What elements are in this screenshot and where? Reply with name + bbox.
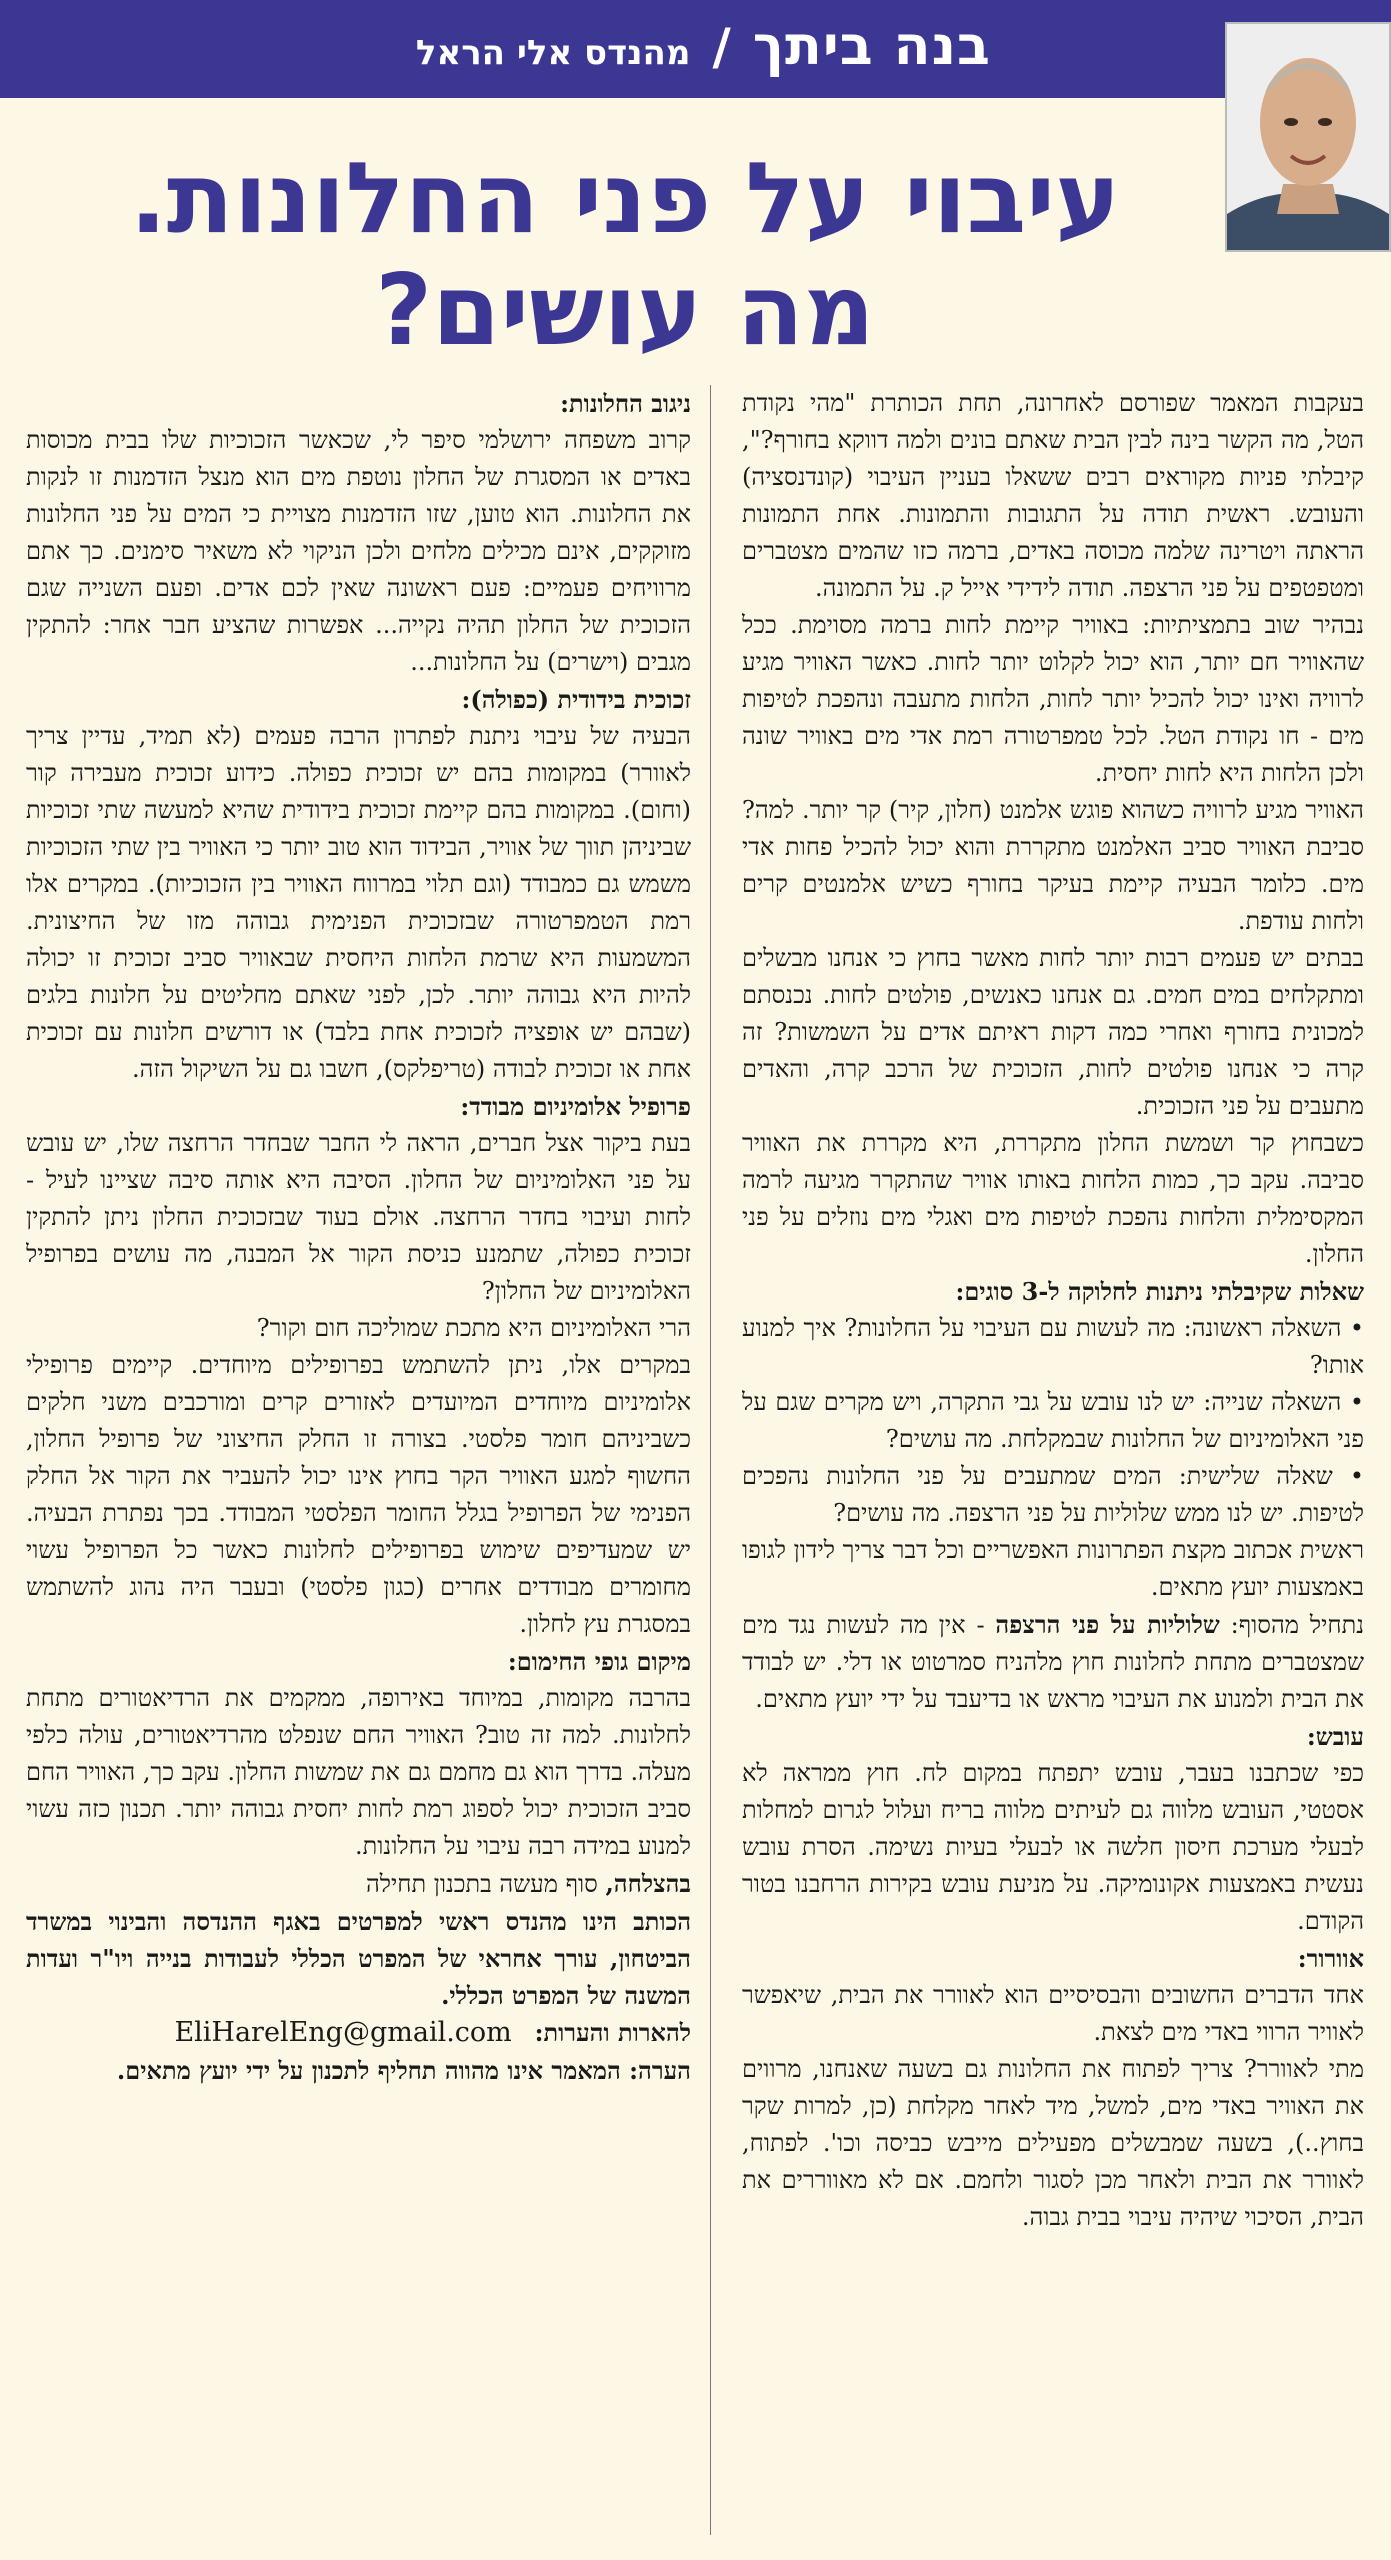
ventilation-text: אחד הדברים החשובים והבסיסיים הוא לאוורר את הבית, שיאפשר לאוויר הרווי באדי מים לצאת. [742, 1981, 1364, 2046]
paragraph: בבתים יש פעמים רבות יותר לחות מאשר בחוץ כי אנחנו מבשלים ומתקלחים במים חמים. גם אנחנו כאנשים, פולטים לחות. נכנסתם למכונית בחורף ואחרי כמה דקות ראיתם אדים על השמשות? זה קרה כי אנחנו פולטים לחות, הזכוכית של הרכב קרה, והאדים מתעבים על פני הזכוכית. [742, 944, 1364, 1120]
question-item: • שאלה שלישית: המים שמתעבים על פני החלונות נהפכים לטיפות. יש לנו ממש שלוליות על פני הרצפה. מה עושים? [742, 1462, 1364, 1527]
question-item: • השאלה שנייה: יש לנו עובש על גבי התקרה, ויש מקרים שגם על פני האלומיניום של החלונות שבמקלחת. מה עושים? [742, 1388, 1364, 1453]
question-item: • השאלה ראשונה: מה לעשות עם העיבוי על החלונות? איך למנוע אותו? [742, 1314, 1364, 1379]
puddles-lead: נתחיל מהסוף: [1219, 1611, 1364, 1639]
author-photo [1225, 22, 1391, 252]
solutions-intro: ראשית אכתוב מקצת הפתרונות האפשריים וכל דבר צריך לידון לגופו באמצעות יועץ מתאים. [742, 1536, 1364, 1601]
headline-line-2: מה עושים? [375, 254, 875, 368]
paragraph: נבהיר שוב בתמציתיות: באוויר קיימת לחות ברמה מסוימת. ככל שהאוויר חם יותר, הוא יכול לקלוט יותר לחות. כאשר האוויר מגיע לרוויה ואינו יכול להכיל יותר לחות, הלחות מתעבה ונהפכת לטיפות מים - חו נקודת הטל. לכל טמפרטורה רמת אדי מים באוויר שונה ולכן הלחות היא לחות יחסית. [742, 611, 1364, 787]
disclaimer-note: הערה: המאמר אינו מהווה תחליף לתכנון על ידי יועץ מתאים. [116, 2056, 691, 2085]
contact-line [26, 2014, 691, 2052]
paragraph: בעקבות המאמר שפורסם לאחרונה, תחת הכותרת "מהי נקודת הטל, מה הקשר בינה לבין הבית שאתם בונים ולמה דווקא בחורף?", קיבלתי פניות מקוראים רבים ששאלו בעניין העיבוי (קונדנסציה) והעובש. ראשית תודה על התגובות והתמונות. אחת התמונות הראתה ויטרינה שלמה מכוסה באדים, ברמה כזו שהמים מצטברים ומטפטפים על פני הרצפה. תודה לידידי אייל ק. על התמונה. [742, 389, 1364, 602]
ventilation-text: מתי לאוורר? צריך לפתוח את החלונות גם בשעה שאנחנו, מרווים את האוויר באדי מים, למשל, מיד לאחר מקלחת (כן, למרות שקר בחוץ..), בשעה שמבשלים מפעילים מייבש כביסה וכו'. לפתוח, לאוורר את הבית ולאחר מכן לסגור ולחמם. אם לא מאווררים את הבית, הסיכוי שיהיה עיבוי בבית גבוה. [742, 2055, 1364, 2231]
profile-heading: פרופיל אלומיניום מבודד: [460, 1092, 691, 1121]
puddles-paragraph [742, 1606, 1364, 1718]
profile-text: בעת ביקור אצל חברים, הראה לי החבר שבחדר הרחצה שלו, יש עובש על פני האלומיניום של החלון. הסיבה היא אותה סיבה שציינו לעיל - לחות ועיבוי בחדר הרחצה. אולם בעוד שבזכוכית החלון ניתן להתקין זכוכית כפולה, שתמנע כניסת הקור אל המבנה, מה עושים בפרופיל האלומיניום של החלון? [26, 1129, 691, 1305]
profile-text: הרי האלומיניום היא מתכת שמוליכה חום וקור? [256, 1314, 691, 1342]
success-word: בהצלחה, [605, 1869, 691, 1898]
glass-text: הבעיה של עיבוי ניתנת לפתרון הרבה פעמים (לא תמיד, עדיין צריך לאוורר) במקומות בהם יש זכוכית כפולה. כידוע זכוכית מעבירה קור (וחום). במקומות בהם קיימת זכוכית בידודית שהיא למעשה שתי זכוכיות שביניהן תווך של אוויר, הבידוד הוא טוב יותר כי האוויר בין שתי הזכוכיות משמש גם כמבודד (וגם תלוי במרווח האוויר בין הזכוכיות). במקרים אלו רמת הטמפרטורה שבזכוכית הפנימית גבוהה מזו של החיצונית. המשמעות היא שרמת הלחות היחסית שבאוויר סביב זכוכית זו יכולה להיות היא גבוהה יותר. לכן, לפני שאתם מחליטים על חלונות בלגים (שבהם יש אופציה לזכוכית אחת בלבד) או דורשים חלונות עם זכוכית אחת או זכוכית לבודה (טריפלקס), חשבו גם על השיקול הזה. [26, 722, 691, 1083]
author-name: מהנדס אלי הראל [415, 33, 691, 73]
author-portrait-icon [1227, 24, 1389, 250]
drying-text: קרוב משפחה ירושלמי סיפר לי, שכאשר הזכוכיות שלו בבית מכוסות באדים או המסגרת של החלון נוטפת מים הוא מנצל הזדמנות זו לנקות את החלונות. הוא טוען, שזו הזדמנות מצויית כי המים על פני החלונות מזוקקים, אינם מכילים מלחים ולכן הניקוי לא משאיר סימנים. כך אתם מרוויחים פעמיים: פעם ראשונה שאין לכם אדים. ופעם השנייה שגם הזכוכית של החלון תהיה נקייה... אפשרות שהציע חבר אחר: להתקין מגבים (וישרים) על החלונות... [26, 426, 691, 676]
glass-heading: זכוכית בידודית (כפולה): [461, 685, 691, 714]
article-left-column [26, 385, 691, 2550]
mold-text: כפי שכתבנו בעבר, עובש יתפתח במקום לח. חוץ ממראה לא אסטטי, העובש מלווה גם לעיתים מלווה בריח ועלול לגרום למחלות לבעלי מערכת חיסון חלשה או לבעלי בעיות נשימה. הסרת עובש נעשית באמצעות אקונומיקה. על מניעת עובש בקירות הרחבנו בטור הקודם. [742, 1759, 1364, 1935]
ventilation-heading: אוורור: [1297, 1944, 1364, 1973]
article-right-column [742, 385, 1364, 2535]
paragraph: כשבחוץ קר ושמשת החלון מתקררת, היא מקררת את האוויר סביבה. עקב כך, כמות הלחות באותו אוויר שהתקרר מגיעה לרמה המקסימלית והלחות נהפכת לטיפות מים ואגלי מים נוזלים על פני החלון. [742, 1129, 1364, 1268]
banner-title [416, 14, 991, 84]
column-banner [0, 0, 1391, 98]
column-divider [710, 385, 711, 2535]
column-name: בנה ביתך [752, 14, 991, 77]
banner-separator: / [712, 18, 731, 76]
author-bio: הכותב הינו מהנדס ראשי למפרטים באגף ההנדסה והבינוי במשרד הביטחון, עורך אחראי של המפרט הכללי לעבודות בנייה ויו"ר ועדות המשנה של המפרט הכללי. [26, 1907, 691, 2010]
heaters-text: בהרבה מקומות, במיוחד באירופה, ממקמים את הרדיאטורים מתחת לחלונות. למה זה טוב? האוויר החם שנפלט מהרדיאטורים, עולה כלפי מעלה. בדרך הוא גם מחמם גם את שמשות החלון. עקב כך, האוויר החם סביב הזכוכית יכול לספוג רמת לחות יחסית גבוהה יותר. תכנון כזה עשוי למנוע במידה רבה עיבוי על החלונות. [26, 1684, 691, 1860]
contact-label: להארות והערות: [534, 2018, 691, 2047]
profile-text: במקרים אלו, ניתן להשתמש בפרופילים מיוחדים. קיימים פרופילי אלומיניום מיוחדים המיועדים לאזורים קרים ומורכבים משני חלקים כשביניהם חומר פלסטי. בצורה זו החלק החיצוני של פרופיל החלון, החשוף למגע האוויר הקר בחוץ אינו יכול להעביר את הקור אל החלק הפנימי של הפרופיל בגלל החומר הפלסטי המבודד. בכך נפתרת הבעיה. יש שמעדיפים שימוש בפרופילים לחלונות כאשר כל הפרופיל עשוי מחומרים מבודדים אחרים (כגון פלסטי) ובעבר היה נהוג להשתמש במסגרת עץ לחלון. [26, 1351, 691, 1638]
success-rest: סוף מעשה בתכנון תחילה [365, 1870, 606, 1898]
heaters-heading: מיקום גופי החימום: [507, 1647, 691, 1676]
paragraph: האוויר מגיע לרוויה כשהוא פוגש אלמנט (חלון, קיר) קר יותר. למה? סביבת האוויר סביב האלמנט מתקררת והוא יכול להכיל פחות אדי מים. כלומר הבעיה קיימת בעיקר בחורף כשיש אלמנטים קרים ולחות עודפת. [742, 796, 1364, 935]
mold-heading: עובש: [1306, 1722, 1364, 1751]
headline-line-1: עיבוי על פני החלונות. [129, 142, 1121, 256]
puddles-title: שלוליות על פני הרצפה [995, 1610, 1220, 1639]
puddles-text: - אין מה לעשות נגד מים שמצטברים מתחת לחלונות חוץ מלהניח סמרטוט או דלי. יש לבודד את הבית ולמנוע את העיבוי מראש או בדיעבד על ידי יועץ מתאים. [742, 1611, 1364, 1713]
questions-heading: שאלות שקיבלתי ניתנות לחלוקה ל-3 סוגים: [955, 1277, 1364, 1306]
email-link[interactable]: EliHarelEng@gmail.com [174, 2017, 512, 2048]
drying-heading: ניגוב החלונות: [560, 389, 691, 418]
success-line [26, 1865, 691, 1903]
